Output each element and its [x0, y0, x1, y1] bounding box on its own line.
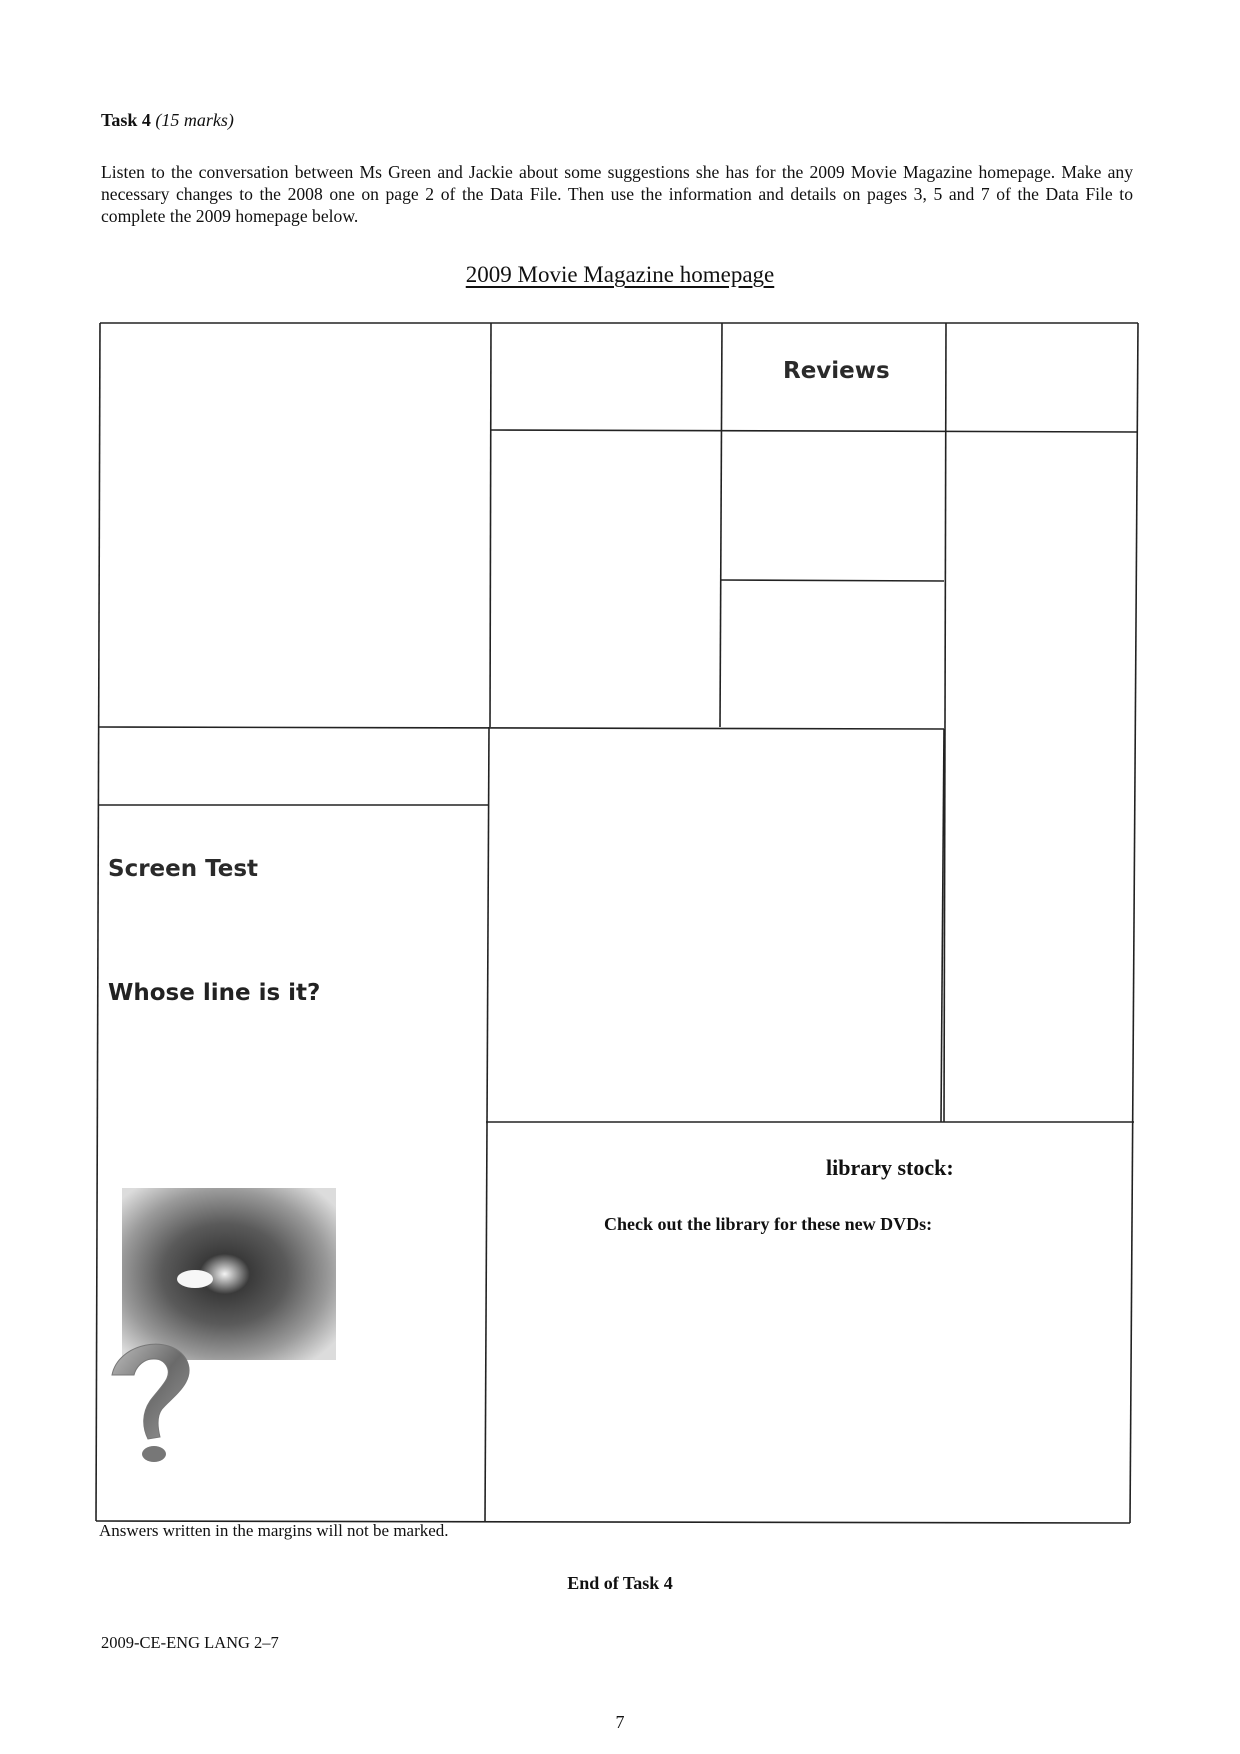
question-mark	[112, 1344, 189, 1439]
divider-upper-bottom	[98, 727, 944, 729]
eye-with-question-mark-icon	[100, 1183, 340, 1463]
task-label: Task 4	[101, 110, 151, 130]
divider-left-column	[485, 727, 489, 1521]
paper-code: 2009-CE-ENG LANG 2–7	[101, 1633, 279, 1652]
screen-test-heading: Screen Test	[108, 856, 259, 882]
whose-line-heading: Whose line is it?	[108, 980, 321, 1006]
divider-col-b	[720, 323, 722, 727]
divider-col-a	[490, 323, 491, 727]
divider-reviews-row	[491, 430, 1138, 432]
divider-col-c	[944, 323, 946, 1122]
task-instructions: Listen to the conversation between Ms Green and Jackie about some suggestions she has for the 2009 Movie Magazine homepage. Make any necessary changes to the 2008 one on page 2 of the Data File. Then use the information and details on pages 3, 5 and 7 of the Data File to complete the 2009 homepage below.	[101, 162, 1133, 226]
eye-photo	[122, 1188, 336, 1360]
task-marks: (15 marks)	[155, 110, 234, 130]
end-of-task: End of Task 4	[567, 1573, 673, 1593]
frame-right-edge	[1130, 323, 1138, 1523]
question-mark-dot	[142, 1446, 166, 1462]
divider-small-box	[720, 580, 944, 581]
margin-note: Answers written in the margins will not be marked.	[99, 1521, 449, 1540]
homepage-title: 2009 Movie Magazine homepage	[465, 262, 775, 287]
library-dvds-text: Check out the library for these new DVDs:	[604, 1214, 933, 1234]
reviews-heading: Reviews	[783, 358, 890, 384]
page-number: 7	[615, 1712, 625, 1732]
eye-highlight	[177, 1270, 213, 1288]
library-stock-heading: library stock:	[826, 1155, 954, 1180]
